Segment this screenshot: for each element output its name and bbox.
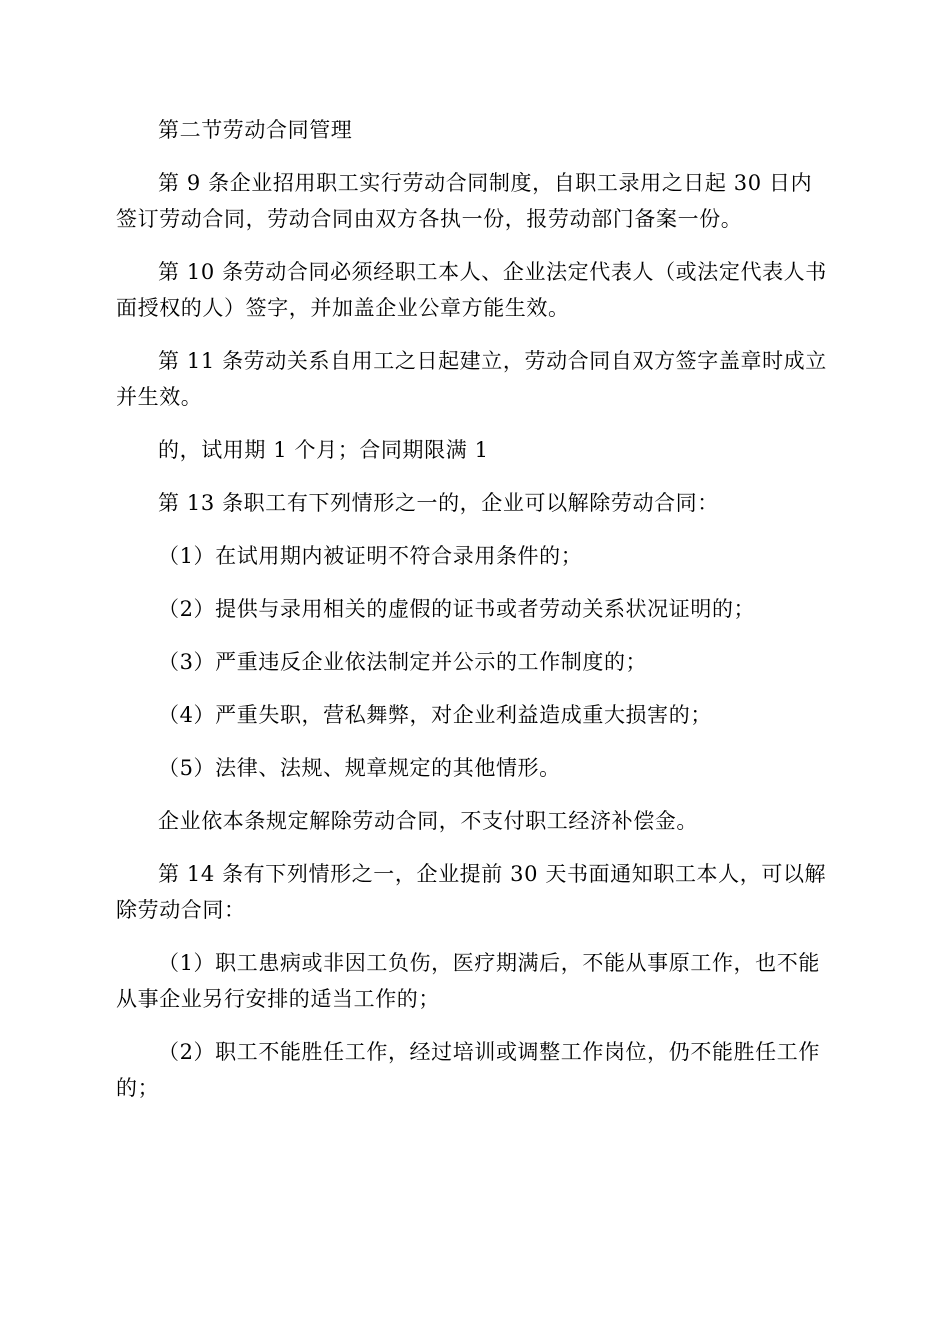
article-13-item-5: （5）法律、法规、规章规定的其他情形。 [158,756,561,780]
article-10: 第 10 条劳动合同必须经职工本人、企业法定代表人（或法定代表人书面授权的人）签字，并加盖企业公章方能生效。 [116,260,827,320]
article-13-item-2: （2）提供与录用相关的虚假的证书或者劳动关系状况证明的； [158,597,756,621]
article-14-item-1: （1）职工患病或非因工负伤，医疗期满后，不能从事原工作，也不能从事企业另行安排的适当工作的； [116,951,820,1011]
article-13-item-4: （4）严重失职，营私舞弊，对企业利益造成重大损害的； [158,703,712,727]
article-14-item-2: （2）职工不能胜任工作，经过培训或调整工作岗位，仍不能胜任工作的； [116,1040,820,1100]
article-14: 第 14 条有下列情形之一，企业提前 30 天书面通知职工本人，可以解除劳动合同： [116,862,827,922]
probation-fragment: 的，试用期 1 个月；合同期限满 1 [158,438,489,462]
article-13: 第 13 条职工有下列情形之一的，企业可以解除劳动合同： [158,491,719,515]
article-9: 第 9 条企业招用职工实行劳动合同制度，自职工录用之日起 30 日内签订劳动合同，劳动合同由双方各执一份，报劳动部门备案一份。 [116,171,813,231]
article-13-item-3: （3）严重违反企业依法制定并公示的工作制度的； [158,650,648,674]
document-body [116,112,831,1123]
article-13-item-1: （1）在试用期内被证明不符合录用条件的； [158,544,583,568]
section-heading: 第二节劳动合同管理 [158,118,353,142]
article-13-note: 企业依本条规定解除劳动合同，不支付职工经济补偿金。 [158,809,698,833]
article-11: 第 11 条劳动关系自用工之日起建立，劳动合同自双方签字盖章时成立并生效。 [116,349,827,409]
